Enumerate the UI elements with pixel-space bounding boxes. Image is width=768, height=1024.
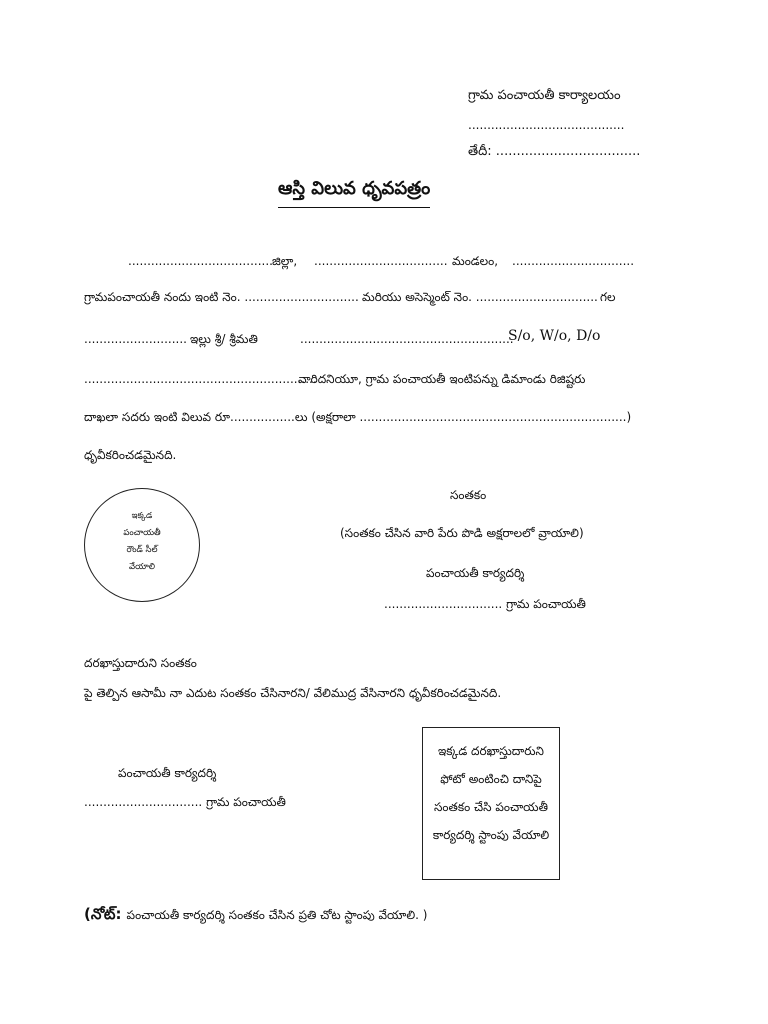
photo-placeholder-box: [422, 727, 560, 880]
owner-name-blank: .............................................................: [84, 372, 317, 386]
seal-line-4: వేయాలి: [129, 562, 155, 572]
applicant-statement: పై తెల్పిన ఆసామీ నా ఎదుట సంతకం చేసినారని/ వేలిముద్ర వేసినారని ధృవీకరించడమైనది.: [84, 686, 502, 700]
district-label: జిల్లా,: [272, 254, 298, 268]
owner-label: ఇల్లు శ్రీ/ శ్రీమతి: [190, 332, 258, 346]
secretary-panchayat: ............................... గ్రామ పంచాయతీ: [384, 597, 586, 611]
signature-instruction: (సంతకం చేసిన వారి పేరు పొడి అక్షరాలలో వ్రాయాలి): [340, 526, 584, 540]
bottom-secretary-panchayat: ............................... గ్రామ పంచాయతీ: [84, 795, 286, 809]
village-blank: ................................: [512, 254, 635, 268]
seal-line-2: పంచాయతీ: [123, 528, 161, 538]
mandal-blank: ...................................: [314, 254, 448, 268]
footer-note: [84, 904, 427, 927]
assessment-number: మరియు అసెస్మెంట్ నెం. ................................: [362, 290, 598, 304]
district-blank: ......................................: [128, 254, 273, 268]
relation-label: S/o, W/o, D/o: [508, 328, 601, 344]
signature-label: సంతకం: [450, 488, 487, 502]
applicant-signature-label: దరఖాస్తుదారుని సంతకం: [84, 656, 197, 670]
house-value-line: దాఖలా సదరు ఇంటి విలువ రూ.................లు (అక్షరాలా ......................................................................): [84, 410, 632, 424]
house-number-line: గ్రామపంచాయతీ నందు ఇంటి నెం. ..............................: [84, 290, 359, 304]
office-blank-line: .........................................: [468, 118, 625, 132]
gala-label: గల: [600, 290, 616, 304]
owner-blank-b: ........................................................: [300, 332, 514, 346]
certified-text: ధృవీకరించడమైనది.: [84, 448, 177, 462]
photo-line-4: కార్యదర్శి స్టాంపు వేయాలి: [432, 828, 550, 842]
bottom-secretary-role: పంచాయతీ కార్యదర్శి: [118, 766, 217, 780]
note-text: పంచాయతీ కార్యదర్శి సంతకం చేసిన ప్రతి చోట స్టాంపు వేయాలి. ): [126, 908, 428, 922]
secretary-role: పంచాయతీ కార్యదర్శి: [426, 566, 525, 580]
register-text: వారిదనియూ, గ్రామ పంచాయతీ ఇంటిపన్ను డిమాండు రిజిష్టరు: [298, 372, 586, 386]
mandal-label: మండలం,: [452, 254, 499, 268]
round-seal-placeholder: [84, 488, 200, 602]
seal-line-1: ఇక్కడ: [131, 511, 153, 521]
office-name: గ్రామ పంచాయతీ కార్యాలయం: [468, 88, 621, 103]
owner-blank-a: ...........................: [84, 332, 187, 346]
photo-line-2: ఫోటో అంటించి దానిపై: [440, 772, 542, 786]
date-field: తేదీ: ...................................: [468, 144, 641, 159]
seal-line-3: రౌండ్ సీల్: [126, 545, 158, 555]
photo-line-1: ఇక్కడ దరఖాస్తుదారుని: [438, 744, 544, 758]
photo-line-3: సంతకం చేసి పంచాయతీ: [433, 800, 549, 814]
note-prefix: (నోట్:: [84, 905, 122, 923]
page-title: ఆస్తి విలువ ధృవపత్రం: [278, 178, 430, 208]
